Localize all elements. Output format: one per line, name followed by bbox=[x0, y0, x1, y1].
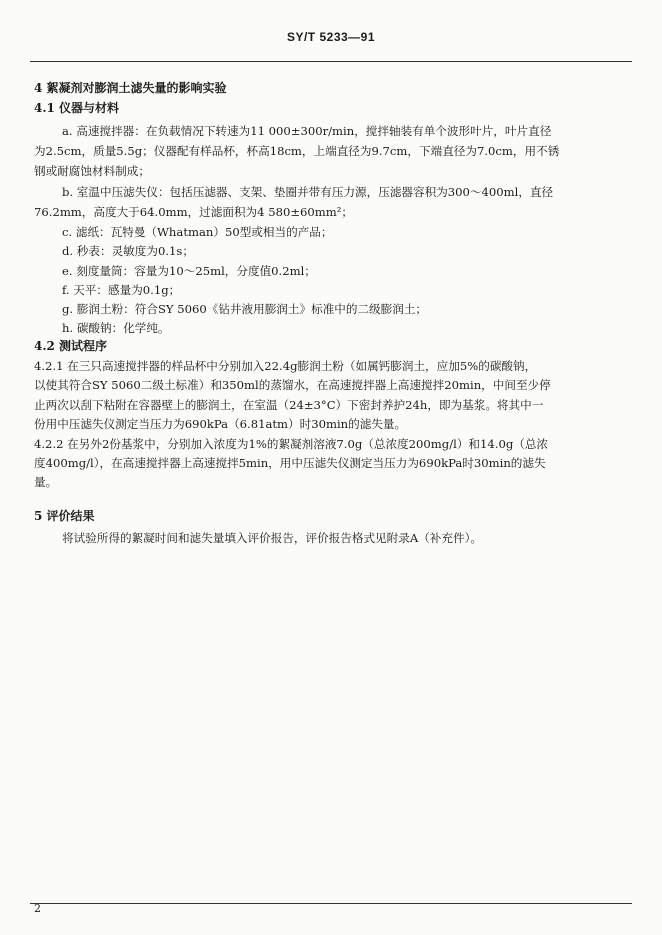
item-a-line-2: 为2.5cm，质量5.5g；仪器配有样品杯，杯高18cm，上端直径为9.7cm，下端直径为7.0cm，用不锈 bbox=[34, 144, 560, 158]
item-h: h. 碳酸钠：化学纯。 bbox=[62, 321, 170, 335]
section-4-title: 4 絮凝剂对膨润土滤失量的影响实验 bbox=[34, 81, 227, 95]
section-5-title: 5 评价结果 bbox=[34, 509, 95, 523]
item-e: e. 刻度量筒：容量为10～25ml，分度值0.2ml； bbox=[62, 264, 316, 278]
section-5-body: 将试验所得的絮凝时间和滤失量填入评价报告，评价报告格式见附录A（补充件）。 bbox=[62, 531, 482, 545]
document-code-header: SY/T 5233—91 bbox=[286, 30, 376, 44]
para-4-2-1-line-3: 止两次以刮下粘附在容器壁上的膨润土，在室温（24±3°C）下密封养护24h，即为基浆。将其中一 bbox=[34, 398, 544, 412]
section-4-1-title: 4.1 仪器与材料 bbox=[34, 101, 120, 115]
item-g: g. 膨润土粉：符合SY 5060《钻井液用膨润土》标准中的二级膨润土； bbox=[62, 302, 428, 316]
para-4-2-1-line-2: 以使其符合SY 5060二级土标准）和350ml的蒸馏水，在高速搅拌器上高速搅拌20min，中间至少停 bbox=[34, 378, 551, 392]
item-a-line-3: 钢或耐腐蚀材料制成； bbox=[34, 164, 150, 178]
para-4-2-1-line-4: 份用中压滤失仪测定当压力为690kPa（6.81atm）时30min的滤失量。 bbox=[34, 417, 407, 431]
item-c: c. 滤纸：瓦特曼（Whatman）50型或相当的产品； bbox=[62, 225, 333, 239]
item-b-line-2: 76.2mm，高度大于64.0mm，过滤面积为4 580±60mm²； bbox=[34, 205, 354, 219]
para-4-2-2-line-1: 4.2.2 在另外2份基浆中，分别加入浓度为1%的絮凝剂溶液7.0g（总浓度200mg/l）和14.0g（总浓 bbox=[34, 437, 549, 451]
item-a-line-1: a. 高速搅拌器：在负载情况下转速为11 000±300r/min，搅拌轴装有单个波形叶片，叶片直径 bbox=[62, 124, 552, 138]
item-b-line-1: b. 室温中压滤失仪：包括压滤器、支架、垫圈并带有压力源，压滤器容积为300～400ml，直径 bbox=[62, 185, 554, 199]
section-4-2-title: 4.2 测试程序 bbox=[34, 339, 108, 353]
item-f: f. 天平：感量为0.1g； bbox=[62, 283, 181, 297]
para-4-2-1-line-1: 4.2.1 在三只高速搅拌器的样品杯中分别加入22.4g膨润土粉（如属钙膨润土，应加5%的碳酸钠， bbox=[34, 359, 537, 373]
page-number: 2 bbox=[34, 902, 41, 915]
para-4-2-2-line-2: 度400mg/l），在高速搅拌器上高速搅拌5min，用中压滤失仪测定当压力为690kPa时30min的滤失 bbox=[34, 456, 546, 470]
header-rule bbox=[30, 61, 632, 62]
para-4-2-2-line-3: 量。 bbox=[34, 475, 58, 489]
footer-rule bbox=[30, 903, 632, 904]
item-d: d. 秒表：灵敏度为0.1s； bbox=[62, 244, 194, 258]
